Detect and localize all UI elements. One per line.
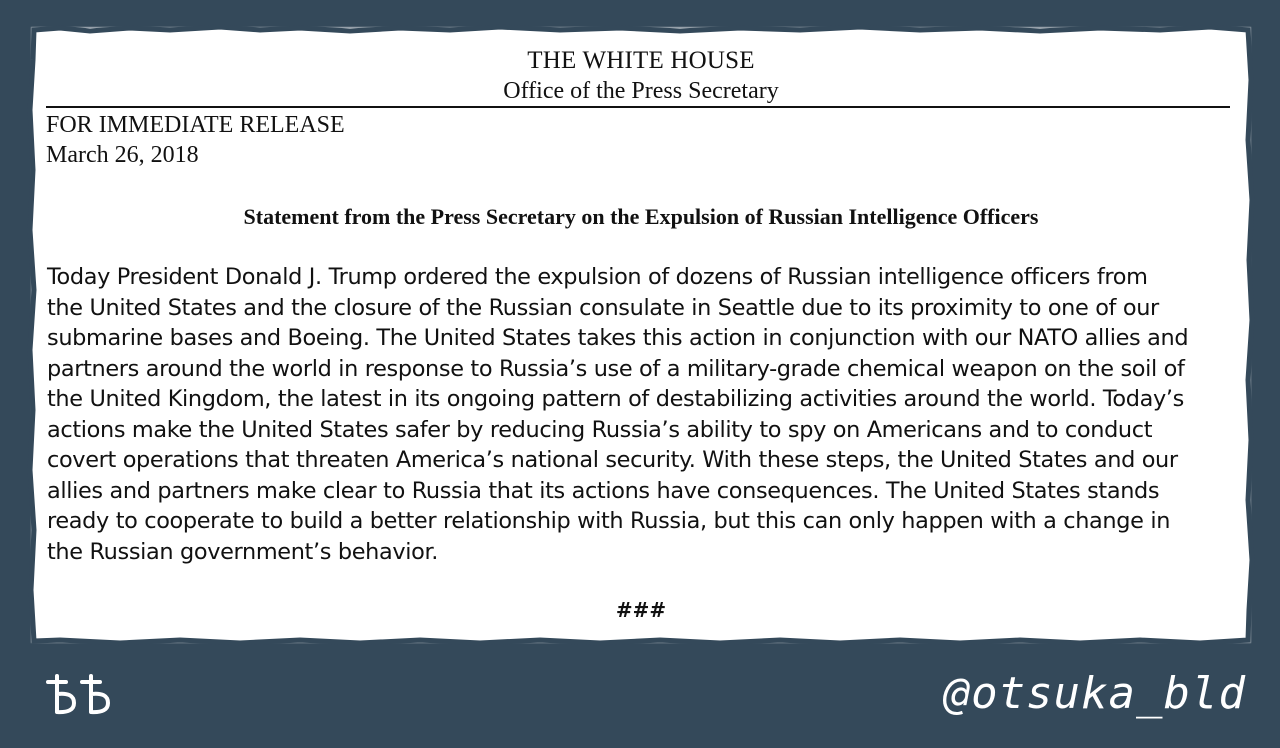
letterhead-org: THE WHITE HOUSE <box>527 47 755 74</box>
body-line: allies and partners make clear to Russia that its actions have consequences. The United States stands <box>47 477 1160 504</box>
body-line: the United Kingdom, the latest in its ongoing pattern of destabilizing activities around the world. Today’s <box>47 386 1184 412</box>
release-label: FOR IMMEDIATE RELEASE <box>46 112 345 138</box>
statement-title: Statement from the Press Secretary on the Expulsion of Russian Intelligence Officers <box>243 204 1039 229</box>
header-divider <box>46 106 1230 108</box>
letterhead <box>34 46 1248 106</box>
body-line: the Russian government’s behavior. <box>47 538 439 565</box>
body-line: ready to cooperate to build a better relationship with Russia, but this can only happen with a change in <box>47 508 1171 534</box>
body-line: actions make the United States safer by reducing Russia’s ability to spy on Americans and to conduct <box>47 416 1153 443</box>
statement-body <box>47 262 1239 567</box>
author-handle: @otsuka_bld <box>943 668 1246 719</box>
end-mark: ### <box>615 598 667 622</box>
body-line: the United States and the closure of the Russian consulate in Seattle due to its proximity to one of our <box>47 294 1159 321</box>
body-line: partners around the world in response to Russia’s use of a military-grade chemical weapon on the soil of <box>47 355 1185 382</box>
release-date: March 26, 2018 <box>46 142 199 168</box>
letterhead-office: Office of the Press Secretary <box>503 78 779 104</box>
logo-icon <box>44 672 114 723</box>
press-release-document <box>34 30 1248 640</box>
body-line: Today President Donald J. Trump ordered the expulsion of dozens of Russian intelligence officers from <box>47 264 1148 290</box>
release-info <box>46 110 345 170</box>
body-line: submarine bases and Boeing. The United States takes this action in conjunction with our NATO allies and <box>47 325 1189 351</box>
body-line: covert operations that threaten America’s national security. With these steps, the United States and our <box>47 447 1178 473</box>
